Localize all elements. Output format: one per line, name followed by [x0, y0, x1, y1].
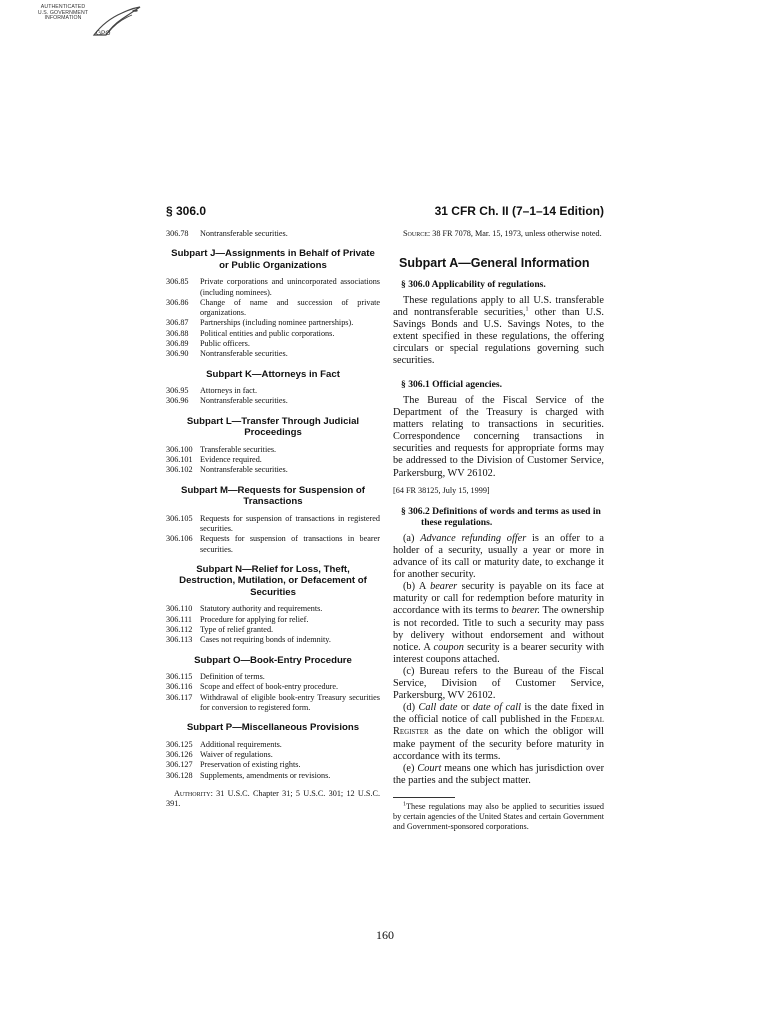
definition-d-term-2: date of call — [472, 702, 521, 714]
toc-item-text: Requests for suspension of transactions in bearer securities. — [200, 534, 380, 554]
toc-item-text: Type of relief granted. — [200, 624, 274, 634]
toc-item — [166, 298, 380, 319]
toc-item-text: Preservation of existing rights. — [200, 760, 301, 770]
subpart-heading: Subpart M—Requests for Suspension of Transactions — [181, 484, 365, 508]
definition-e-prefix: (e) — [403, 762, 415, 774]
definition-a-rest: is an offer to a holder of a security, usually a year or more in advance of its call or maturity date, to exchange it for another security. — [393, 532, 604, 581]
definition-d-federal-register: Federal Register — [393, 714, 605, 738]
source-note — [393, 229, 604, 239]
toc-item-number: 306.88 — [166, 328, 189, 338]
toc-item-text: Change of name and succession of private organizations. — [200, 297, 380, 318]
toc-item-number: 306.115 — [166, 672, 193, 682]
toc-item — [166, 329, 380, 339]
toc-item-text: Nontransferable securities. — [200, 396, 288, 406]
definition-b-term: bearer — [430, 581, 458, 593]
toc-item-number: 306.105 — [166, 513, 193, 523]
toc-item — [166, 682, 380, 692]
section-306-1-citation: [64 FR 38125, July 15, 1999] — [393, 485, 490, 495]
toc-item — [166, 445, 380, 455]
toc-item-number: 306.112 — [166, 624, 193, 634]
toc-item-number: 306.95 — [166, 386, 189, 396]
definition-b — [393, 581, 604, 666]
source-text: 38 FR 7078, Mar. 15, 1973, unless otherwise noted. — [432, 229, 602, 238]
toc-item-number: 306.78 — [166, 229, 189, 238]
toc-item — [166, 693, 380, 714]
definition-b-term-2: bearer. — [511, 605, 540, 617]
toc-item — [166, 339, 380, 349]
definition-d — [393, 702, 604, 762]
toc-item — [166, 740, 380, 750]
toc-item-number: 306.127 — [166, 760, 193, 770]
toc-item — [166, 318, 380, 328]
toc-item-text: Political entities and public corporations. — [200, 328, 335, 338]
section-306-1-text: The Bureau of the Fiscal Service of the Department of the Treasury is charged with matters relating to transactions in securities. Correspondence concerning transactions in securities and requests for appropriate forms may be addressed to the Division of Customer Service, Parkersburg, WV 26102. — [393, 394, 604, 479]
logo-line-2: U.S. GOVERNMENT — [37, 9, 89, 16]
definition-a — [393, 533, 604, 581]
logo-line-1: AUTHENTICATED — [40, 4, 86, 10]
toc-item-number: 306.128 — [166, 770, 193, 780]
footnote-ref[interactable]: 1 — [525, 306, 529, 313]
toc-item-text: Statutory authority and requirements. — [200, 604, 323, 614]
definition-e — [393, 763, 604, 787]
toc-item — [166, 455, 380, 465]
subpart-heading: Subpart O—Book-Entry Procedure — [194, 654, 352, 666]
footnote-rule — [393, 797, 455, 798]
definition-d-rest: as the date on which the obligor will make payment of the security before maturity in accordance with its terms. — [393, 726, 604, 762]
toc-item — [166, 514, 380, 535]
toc-item-number: 306.85 — [166, 277, 189, 287]
source-label: Source: — [403, 229, 431, 238]
toc-item-text: Nontransferable securities. — [200, 229, 288, 238]
toc-item — [166, 396, 380, 406]
toc-item-text: Nontransferable securities. — [200, 349, 288, 359]
toc-item-text: Evidence required. — [200, 455, 262, 465]
toc-item-text: Partnerships (including nominee partnerships). — [200, 318, 354, 328]
toc-item-number: 306.101 — [166, 455, 193, 465]
toc-item-number: 306.87 — [166, 318, 189, 328]
toc-item-number: 306.89 — [166, 339, 189, 349]
toc-item-number: 306.86 — [166, 297, 189, 307]
toc-item-number: 306.116 — [166, 682, 193, 692]
left-column — [166, 229, 380, 810]
definition-a-prefix: (a) — [403, 532, 415, 544]
toc-item — [166, 750, 380, 760]
toc-item-text: Nontransferable securities. — [200, 465, 288, 475]
toc-item — [166, 672, 380, 682]
footnote — [393, 802, 604, 833]
toc-item-number: 306.102 — [166, 465, 193, 475]
definition-c: (c) Bureau refers to the Bureau of the Fiscal Service, Division of Customer Service, Parkersburg, WV 26102. — [393, 665, 604, 702]
authority-note — [166, 789, 380, 810]
toc-item — [166, 386, 380, 396]
section-306-0-text — [393, 295, 604, 368]
toc-item-text: Public officers. — [200, 339, 250, 349]
definition-b-mid-2: The ownership is not recorded. Title to such a security may pass by delivery without endorsement and without notice. A — [393, 605, 605, 653]
definition-e-term: Court — [417, 762, 442, 774]
toc-item-number: 306.96 — [166, 396, 189, 406]
toc-item-text: Cases not requiring bonds of indemnity. — [200, 635, 331, 645]
running-head-edition: 31 CFR Ch. II (7–1–14 Edition) — [434, 204, 604, 218]
toc-item-text: Private corporations and unincorporated associations (including nominees). — [200, 277, 380, 297]
authority-label: Authority: — [174, 788, 213, 798]
definition-b-term-3: coupon — [433, 641, 464, 653]
toc-item — [166, 635, 380, 645]
section-306-0-heading: § 306.0 Applicability of regulations. — [401, 279, 546, 291]
definition-b-mid: security is payable on its face at maturity or call for redemption before maturity in accordance with its terms to — [393, 581, 604, 617]
toc-item-number: 306.100 — [166, 444, 193, 454]
toc-item-text: Supplements, amendments or revisions. — [200, 770, 331, 780]
logo-gpo: GPO — [96, 30, 111, 37]
toc-item-text: Waiver of regulations. — [200, 750, 273, 760]
toc-item-text: Requests for suspension of transactions in registered securities. — [200, 513, 380, 533]
definition-a-term: Advance refunding offer — [420, 532, 527, 544]
section-306-1-heading: § 306.1 Official agencies. — [401, 379, 502, 391]
definition-b-rest: security is a bearer security with interest coupons attached. — [393, 641, 604, 665]
toc-item-text: Scope and effect of book-entry procedure. — [200, 682, 339, 692]
toc-item — [166, 625, 380, 635]
definition-d-term: Call date — [418, 702, 458, 714]
section-306-2-heading: § 306.2 Definitions of words and terms as used in these regulations. — [401, 505, 601, 529]
toc-item-number: 306.106 — [166, 534, 193, 544]
toc-item-number: 306.111 — [166, 614, 193, 624]
subpart-heading: Subpart P—Miscellaneous Provisions — [186, 722, 360, 734]
footnote-text: These regulations may also be applied to securities issued by certain agencies of the United States and certain Government and Government-sponsored corporations. — [393, 801, 604, 832]
toc-item-text: Transferable securities. — [200, 444, 277, 454]
toc-item — [166, 349, 380, 359]
definition-e-rest: means one which has jurisdiction over the parties and the subject matter. — [393, 762, 605, 786]
toc-item-text: Withdrawal of eligible book-entry Treasury securities for conversion to registered form. — [200, 692, 380, 712]
definition-d-prefix: (d) — [403, 702, 416, 714]
logo-line-3: INFORMATION — [44, 15, 82, 22]
toc-item — [166, 604, 380, 614]
definition-d-mid: is the date fixed in the official notice of call published in the — [393, 702, 604, 726]
toc-item — [166, 534, 380, 555]
subpart-heading: Subpart L—Transfer Through Judicial Proceedings — [186, 415, 360, 439]
toc-item-text: Attorneys in fact. — [200, 386, 258, 396]
subpart-list — [166, 248, 380, 781]
authority-text: 31 U.S.C. Chapter 31; 5 U.S.C. 301; 12 U.S.C. 391. — [166, 788, 380, 809]
toc-item-number: 306.125 — [166, 739, 193, 749]
section-306-0-text-b: other than U.S. Savings Bonds and U.S. Savings Notes, to the extent specified in these regulations, the offering circulars or special regulations governing such securities. — [393, 306, 605, 367]
gpo-authentication-logo — [30, 5, 142, 43]
toc-item — [166, 465, 380, 475]
right-column — [393, 229, 604, 833]
section-306-0-text-a: These regulations apply to all U.S. transferable and nontransferable securities, — [393, 294, 604, 318]
logo-text — [30, 5, 96, 22]
toc-item — [166, 760, 380, 770]
running-head-section: § 306.0 — [166, 204, 207, 218]
toc-item-number: 306.117 — [166, 692, 193, 702]
definition-b-prefix: (b) A — [403, 581, 426, 593]
toc-item-text: Procedure for applying for relief. — [200, 614, 309, 624]
footnote-number: 1 — [403, 801, 406, 808]
toc-item-number: 306.126 — [166, 750, 193, 760]
page-number: 160 — [376, 928, 394, 942]
toc-item-number: 306.110 — [166, 604, 193, 614]
toc-item — [166, 771, 380, 781]
toc-item-text: Additional requirements. — [200, 739, 282, 749]
subpart-heading: Subpart N—Relief for Loss, Theft, Destruction, Mutilation, or Defacement of Securities — [179, 563, 367, 598]
subpart-heading: Subpart K—Attorneys in Fact — [206, 368, 340, 380]
definition-d-or: or — [460, 702, 470, 714]
toc-item-number: 306.90 — [166, 349, 189, 359]
subpart-a-heading: Subpart A—General Information — [399, 256, 590, 271]
subpart-heading: Subpart J—Assignments in Behalf of Private or Public Organizations — [171, 248, 375, 271]
toc-item — [166, 615, 380, 625]
toc-item — [166, 277, 380, 298]
toc-item — [166, 229, 380, 239]
toc-item-text: Definition of terms. — [200, 672, 265, 682]
toc-item-number: 306.113 — [166, 635, 193, 645]
